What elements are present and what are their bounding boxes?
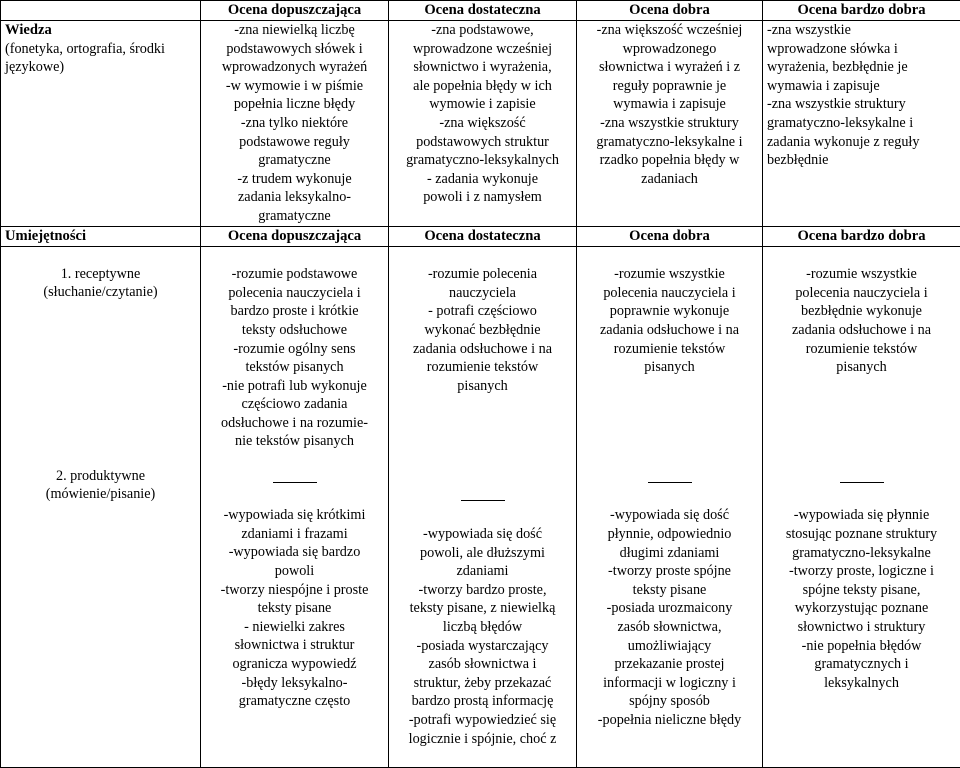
skills-dopuszczajaca-productive: -wypowiada się krótkimi zdaniami i frazami -wypowiada się bardzo powoli -tworzy niespójne i proste teksty pisane - niewielki zakres słownictwa i struktur ogranicza wypowiedź -błędy leksykalno- gramatyczne często [205,506,384,711]
skills-bardzo-dobra-receptive: -rozumie wszystkie polecenia nauczyciela i bezbłędnie wykonuje zadania odsłuchowe i na rozumienie tekstów pisanych [767,265,956,377]
header2-col-bardzo-dobra: Ocena bardzo dobra [763,226,960,246]
header-empty-cell [1,1,201,21]
header-row-skills [1,226,960,246]
header-col-dostateczna: Ocena dostateczna [389,1,577,21]
knowledge-dobra: -zna większość wcześniej wprowadzonego słownictwa i wyrażeń i z reguły poprawnie je wymawia i zapisuje -zna wszystkie struktury gramatyczno-leksykalne i rzadko popełnia błędy w zadaniach [577,21,763,227]
skills-label-cell [1,246,201,767]
skills-dopuszczajaca [201,246,389,767]
skills-dobra-receptive: -rozumie wszystkie polecenia nauczyciela i poprawnie wykonuje zadania odsłuchowe i na rozumienie tekstów pisanych [581,265,758,377]
skills-row [1,246,960,767]
skills-dobra-productive: -wypowiada się dość płynnie, odpowiednio długimi zdaniami -tworzy proste spójne teksty pisane -posiada urozmaicony zasób słownictwa, umożliwiający przekazanie prostej informacji w logiczny i spójny sposób -popełnia nieliczne błędy [581,506,758,729]
knowledge-subtitle-1: (fonetyka, ortografia, środki [5,40,196,59]
separator-line [767,470,956,488]
knowledge-dopuszczajaca: -zna niewielką liczbę podstawowych słówek i wprowadzonych wyrażeń -w wymowie i w piśmie popełnia liczne błędy -zna tylko niektóre podstawowe reguły gramatyczne -z trudem wykonuje zadania leksykalno- gramatyczne [201,21,389,227]
skills-dostateczna-productive: -wypowiada się dość powoli, ale dłuższymi zdaniami -tworzy bardzo proste, teksty pisane, z niewielką liczbą błędów -posiada wystarczający zasób słownictwa i struktur, żeby przekazać bardzo prostą informację -potrafi wypowiedzieć się logicznie i spójnie, choć z [393,525,572,748]
skills-dopuszczajaca-receptive: -rozumie podstawowe polecenia nauczyciela i bardzo proste i krótkie teksty odsłuchowe -rozumie ogólny sens tekstów pisanych -nie potrafi lub wykonuje częściowo zadania odsłuchowe i na rozumie- nie tekstów pisanych [205,265,384,451]
header2-col-dopuszczajaca: Ocena dopuszczająca [201,226,389,246]
header-row-knowledge [1,1,960,21]
knowledge-title: Wiedza [5,22,52,38]
knowledge-label-cell [1,21,201,227]
receptive-detail: (słuchanie/czytanie) [5,283,196,302]
separator-line [205,470,384,488]
skills-dostateczna-receptive: -rozumie polecenia nauczyciela - potrafi częściowo wykonać bezbłędnie zadania odsłuchowe i na rozumienie tekstów pisanych [393,265,572,395]
header2-col-dobra: Ocena dobra [577,226,763,246]
skills-dobra [577,246,763,767]
header-col-dobra: Ocena dobra [577,1,763,21]
knowledge-dostateczna: -zna podstawowe, wprowadzone wcześniej słownictwo i wyrażenia, ale popełnia błędy w ich wymowie i zapisie -zna większość podstawowych struktur gramatyczno-leksykalnych - zadania wykonuje powoli i z namysłem [389,21,577,227]
header-col-dopuszczajaca: Ocena dopuszczająca [201,1,389,21]
skills-dostateczna [389,246,577,767]
separator-line [393,488,572,506]
skills-title: Umiejętności [1,226,201,246]
skills-bardzo-dobra [763,246,960,767]
knowledge-bardzo-dobra: -zna wszystkie wprowadzone słówka i wyrażenia, bezbłędnie je wymawia i zapisuje -zna wszystkie struktury gramatyczno-leksykalne i zadania wykonuje z reguły bezbłędnie [763,21,960,227]
header2-col-dostateczna: Ocena dostateczna [389,226,577,246]
skills-bardzo-dobra-productive: -wypowiada się płynnie stosując poznane struktury gramatyczno-leksykalne -tworzy proste, logiczne i spójne teksty pisane, wykorzystując poznane słownictwo i struktury -nie popełnia błędów gramatycznych i leksykalnych [767,506,956,692]
separator-line [581,470,758,488]
productive-detail: (mówienie/pisanie) [5,485,196,504]
header-col-bardzo-dobra: Ocena bardzo dobra [763,1,960,21]
receptive-title: 1. receptywne [5,265,196,284]
knowledge-subtitle-2: językowe) [5,58,196,77]
knowledge-row [1,21,960,227]
productive-title: 2. produktywne [5,467,196,486]
